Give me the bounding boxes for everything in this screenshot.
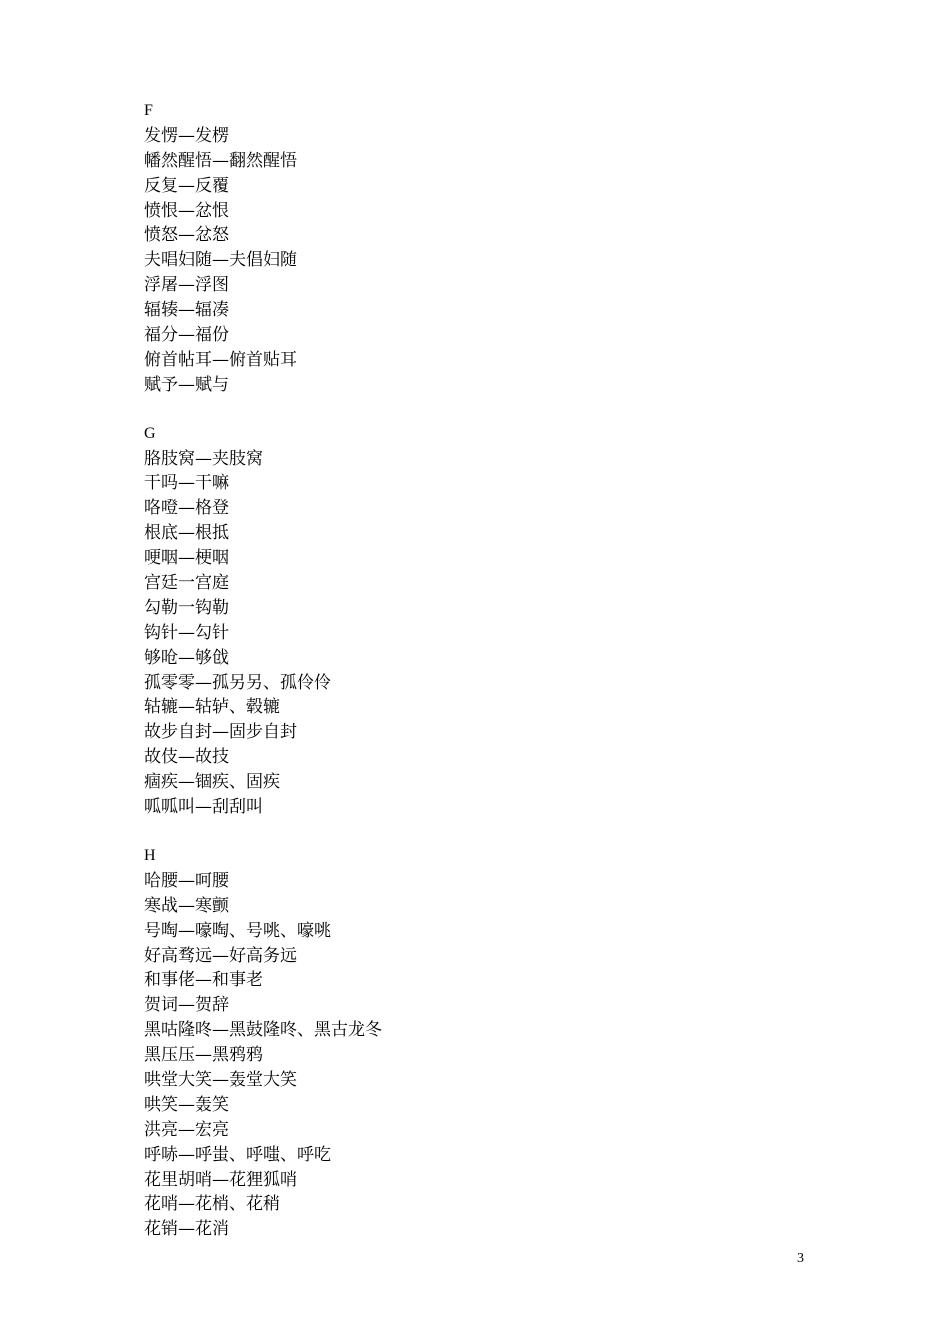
list-item: 反复—反覆 — [144, 175, 229, 196]
list-item: 俯首帖耳—俯首贴耳 — [144, 349, 297, 370]
list-item: 贺词—贺辞 — [144, 995, 229, 1016]
list-item: 号啕—嚎啕、号咷、嚎咷 — [144, 920, 331, 941]
list-item: 胳肢窝—夹肢窝 — [144, 448, 263, 469]
page-number: 3 — [797, 1251, 804, 1266]
list-item: 够呛—够戗 — [144, 647, 229, 668]
list-item: 赋予—赋与 — [144, 374, 229, 395]
list-item: 哽咽—梗咽 — [144, 548, 229, 569]
section-h — [144, 844, 844, 1242]
list-item: 洪亮—宏亮 — [144, 1119, 229, 1140]
list-item: 寒战—寒颤 — [144, 895, 229, 916]
section-letter: H — [144, 846, 156, 864]
list-item: 黑压压—黑鸦鸦 — [144, 1045, 263, 1066]
list-item: 好高骛远—好高务远 — [144, 945, 297, 966]
list-item: 咯噔—格登 — [144, 498, 229, 519]
list-item: 哄笑—轰笑 — [144, 1094, 229, 1115]
list-item: 故伎—故技 — [144, 747, 229, 768]
list-item: 勾勒一钩勒 — [144, 597, 229, 618]
list-item: 浮屠—浮图 — [144, 275, 229, 296]
list-item: 呼哧—呼蚩、呼嗤、呼吃 — [144, 1144, 331, 1165]
list-item: 孤零零—孤另另、孤伶伶 — [144, 672, 331, 693]
list-item: 哈腰—呵腰 — [144, 870, 229, 891]
list-item: 发愣—发楞 — [144, 125, 229, 146]
list-item: 幡然醒悟—翻然醒悟 — [144, 150, 297, 171]
list-item: 钩针—勾针 — [144, 622, 229, 643]
list-item: 干吗—干嘛 — [144, 473, 229, 494]
list-item: 黑咕隆咚—黑鼓隆咚、黑古龙冬 — [144, 1020, 382, 1041]
list-item: 夫唱妇随—夫倡妇随 — [144, 250, 297, 271]
list-item: 轱辘—轱轳、毂辘 — [144, 697, 280, 718]
word-list — [144, 99, 844, 1242]
list-item: 愤怒—忿怒 — [144, 225, 229, 246]
section-f — [144, 99, 844, 398]
section-letter: G — [144, 424, 156, 442]
list-item: 花里胡哨—花狸狐哨 — [144, 1169, 297, 1190]
list-item: 愤恨—忿恨 — [144, 200, 229, 221]
list-item: 故步自封—固步自封 — [144, 722, 297, 743]
list-item: 宫廷一宫庭 — [144, 573, 229, 594]
list-item: 和事佬—和事老 — [144, 970, 263, 991]
list-item: 痼疾—锢疾、固疾 — [144, 772, 280, 793]
list-item: 花销—花消 — [144, 1219, 229, 1240]
list-item: 福分—福份 — [144, 325, 229, 346]
section-g — [144, 422, 844, 820]
list-item: 花哨—花梢、花稍 — [144, 1194, 280, 1215]
list-item: 根底—根抵 — [144, 523, 229, 544]
list-item: 哄堂大笑—轰堂大笑 — [144, 1069, 297, 1090]
list-item: 呱呱叫—刮刮叫 — [144, 797, 263, 818]
list-item: 辐辏—辐凑 — [144, 300, 229, 321]
section-letter: F — [144, 102, 153, 119]
